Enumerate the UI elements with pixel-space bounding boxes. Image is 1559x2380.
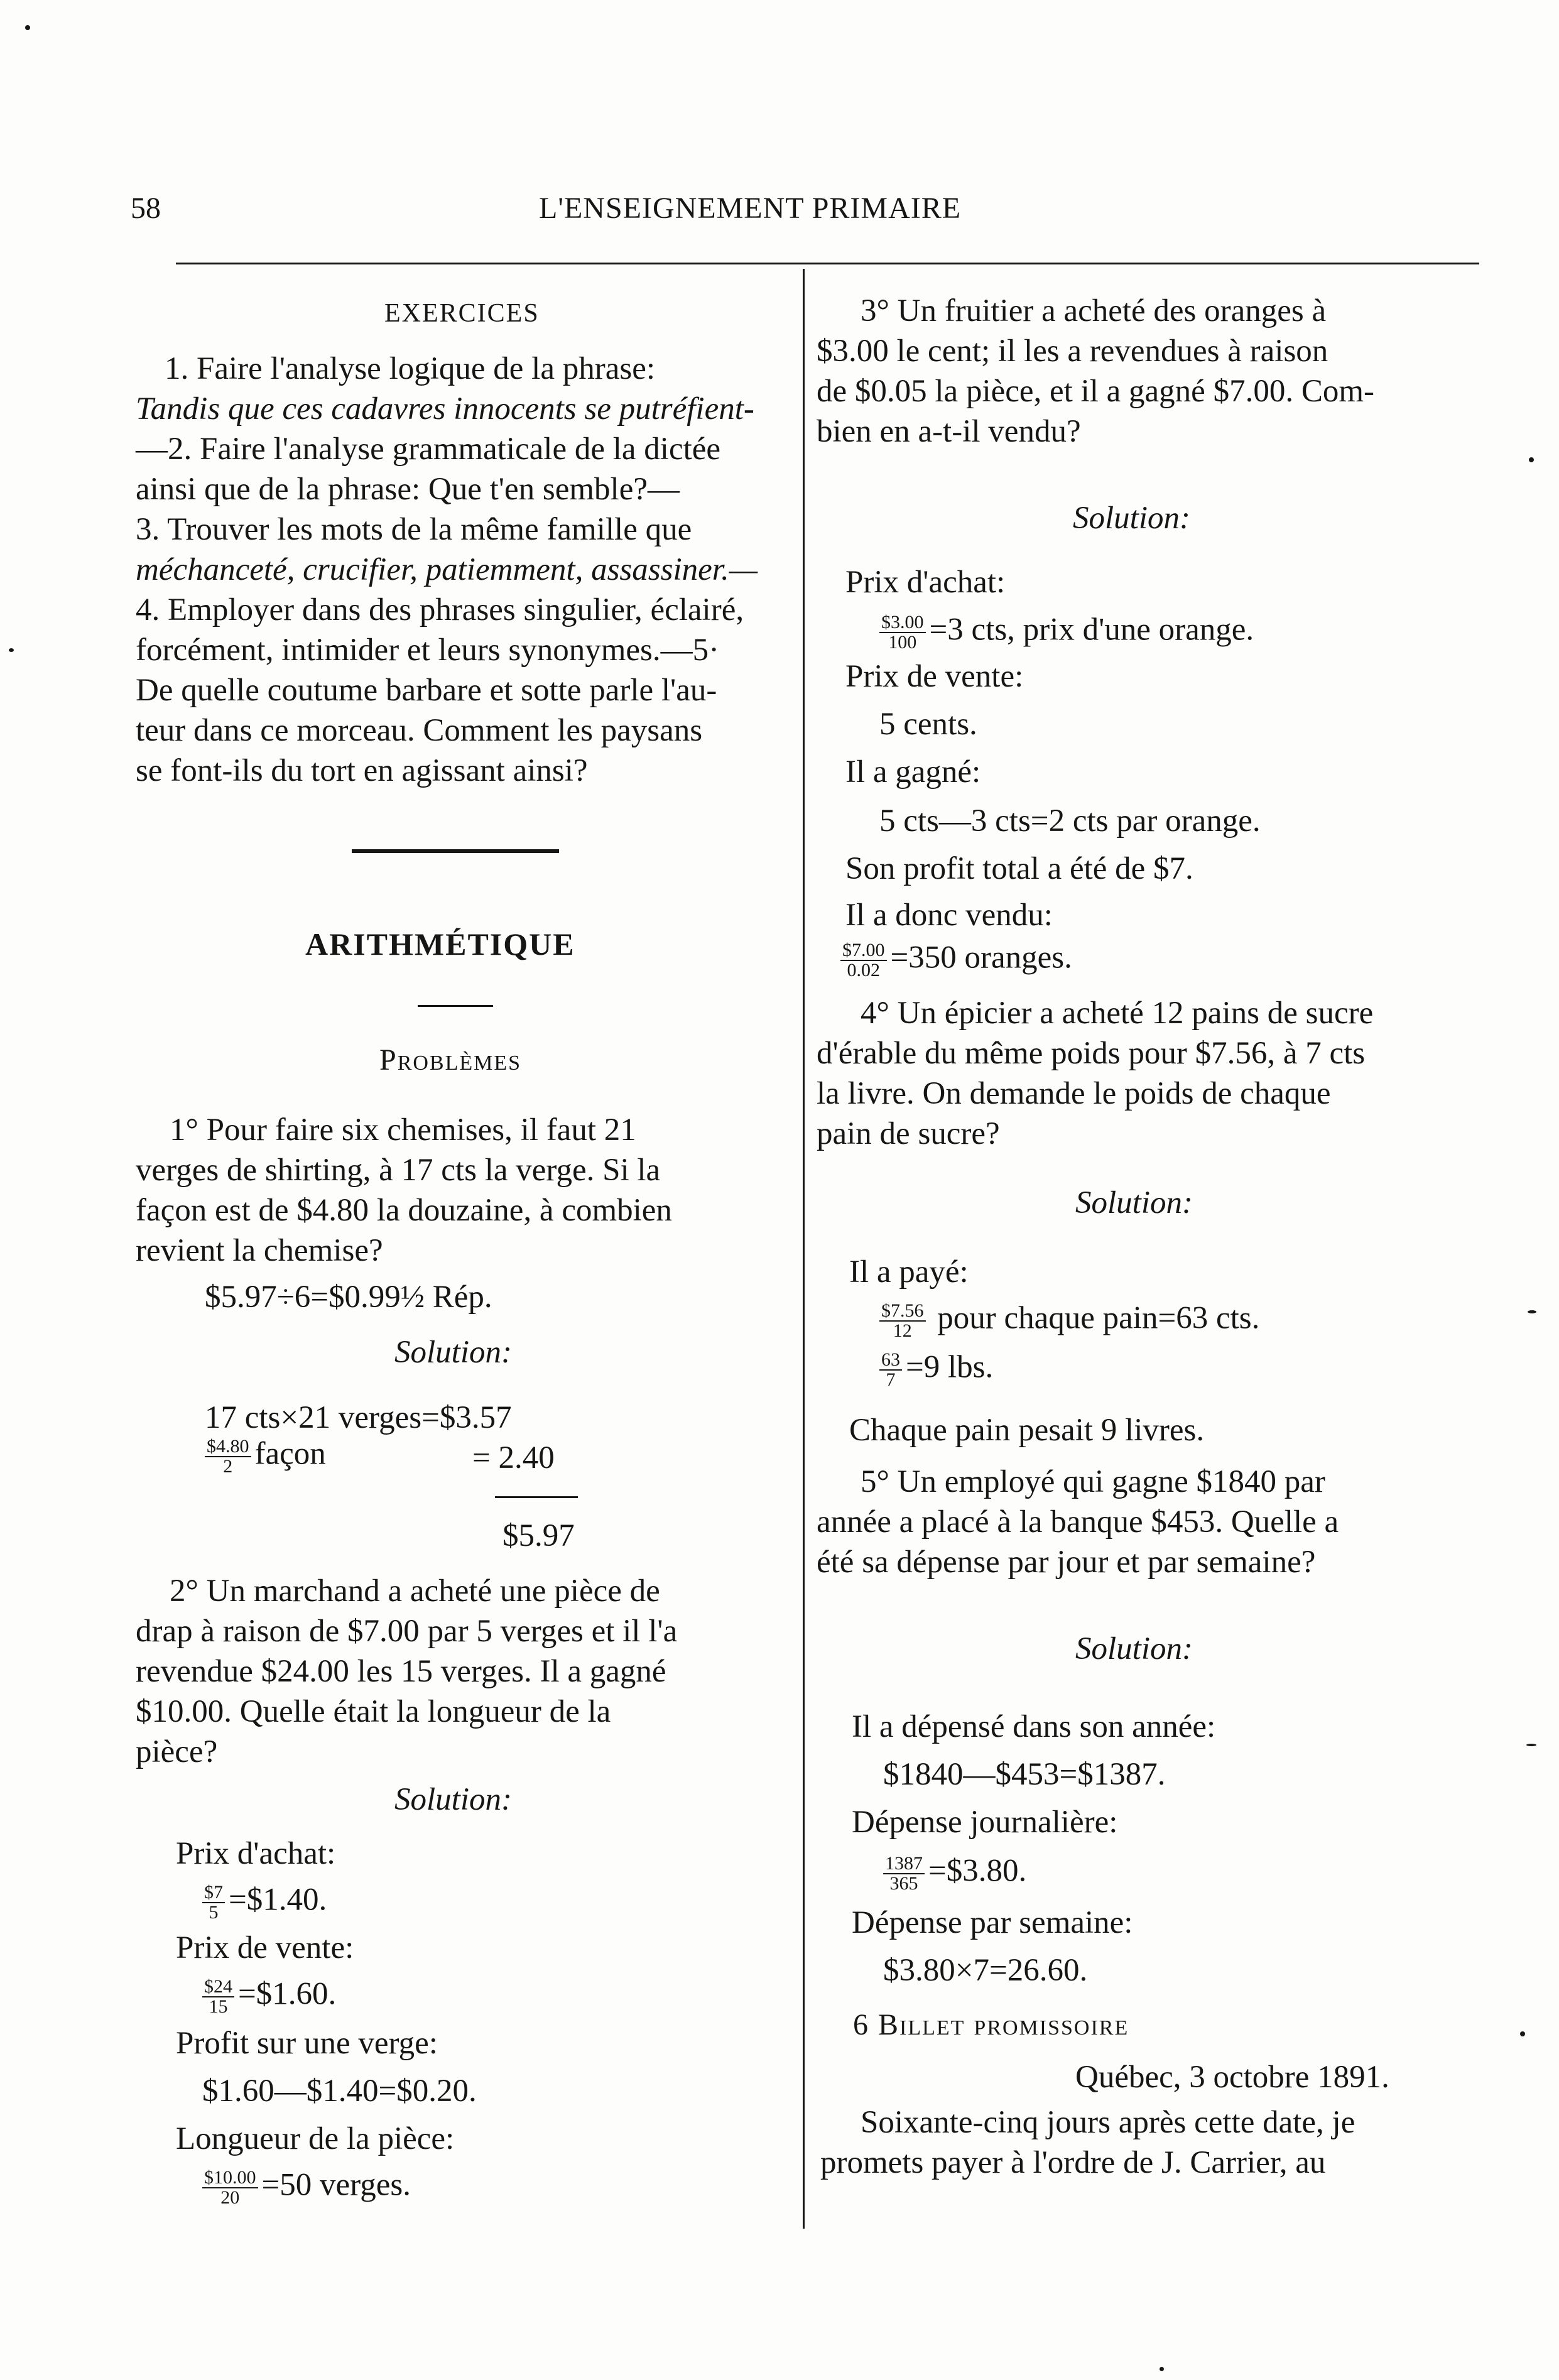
fraction: $\frac{63}{7}$ [879,1350,902,1389]
problem-2-line: $10.00. Quelle était la longueur de la [136,1694,611,1729]
problem-1-line: revient la chemise? [136,1233,383,1268]
sum-rule [495,1496,578,1498]
solution-label: Solution: [1073,501,1190,536]
solution-line: $\frac{\$7}{5}$ =$1.40. [202,1883,327,1922]
section-title: ARITHMÉTIQUE [305,926,575,962]
page-number: 58 [131,192,161,225]
solution-line: $\frac{\$10.00}{20}$ =50 verges. [202,2168,411,2207]
billet-line: Soixante-cinq jours après cette date, je [861,2105,1355,2140]
solution-label: Solution: [394,1782,512,1817]
section-rule [418,1005,493,1007]
solution-line: Prix de vente: [176,1930,354,1965]
solution-line: $\frac{\$3.00}{100}$ =3 cts, prix d'une orange. [879,613,1254,652]
exercise-line: Tandis que ces cadavres innocents se putréfient- [136,391,754,427]
solution-line: Il a payé: [849,1254,969,1290]
header-rule [176,263,1479,264]
problem-5-line: été sa dépense par jour et par semaine? [817,1545,1316,1580]
fraction: $\frac{\$3.00}{100}$ [879,613,926,652]
solution-line: Longueur de la pièce: [176,2121,455,2156]
problem-2-line: pièce? [136,1734,218,1769]
fraction: $\frac{\$7}{5}$ [202,1883,225,1922]
fraction: $\frac{\$7.00}{0.02}$ [840,941,887,980]
scan-speck [1529,457,1534,462]
solution-line: Profit sur une verge: [176,2026,438,2061]
problem-2-line: 2° Un marchand a acheté une pièce de [170,1573,660,1609]
problem-4-line: la livre. On demande le poids de chaque [817,1076,1331,1111]
problem-4-line: pain de sucre? [817,1116,1000,1151]
problem-1-line: verges de shirting, à 17 cts la verge. Si la [136,1153,661,1188]
exercise-line: teur dans ce morceau. Comment les paysans [136,713,703,748]
solution-line: Il a gagné: [845,754,981,790]
scan-speck [9,648,14,652]
exercise-line: 1. Faire l'analyse logique de la phrase: [165,351,656,386]
solution-line: $3.80×7=26.60. [883,1953,1088,1988]
problem-4-line: d'érable du même poids pour $7.56, à 7 cts [817,1036,1366,1071]
calc-line: 17 cts×21 verges=$3.57 [205,1400,512,1435]
solution-line: $1.60—$1.40=$0.20. [202,2073,477,2109]
running-title: L'ENSEIGNEMENT PRIMAIRE [539,192,962,225]
fraction: $\frac{\$24}{15}$ [202,1977,234,2016]
ornament-rule [352,849,559,853]
problemes-title: Problèmes [379,1043,522,1077]
solution-line: $\frac{\$7.56}{12}$ pour chaque pain=63 cts. [879,1301,1259,1340]
solution-line: Prix d'achat: [176,1836,336,1871]
calc-total: $5.97 [502,1518,575,1553]
solution-line: Chaque pain pesait 9 livres. [849,1413,1205,1448]
solution-line: $\frac{1387}{365}$ =$3.80. [883,1854,1026,1893]
problem-5-line: 5° Un employé qui gagne $1840 par [861,1464,1325,1499]
exercise-line: —2. Faire l'analyse grammaticale de la dictée [136,432,721,467]
exercices-title: EXERCICES [384,299,540,328]
scan-speck [1526,1744,1536,1746]
solution-line: Dépense par semaine: [852,1905,1133,1940]
scan-speck [1160,2367,1164,2371]
billet-date: Québec, 3 octobre 1891. [1075,2060,1389,2095]
solution-line: Il a dépensé dans son année: [852,1709,1216,1744]
fraction: $\frac{\$7.56}{12}$ [879,1301,926,1340]
solution-label: Solution: [394,1335,512,1370]
fraction: $\frac{\$4.80}{2}$ [205,1437,251,1476]
solution-line: $\frac{\$24}{15}$ =$1.60. [202,1977,336,2016]
problem-3-line: 3° Un fruitier a acheté des oranges à [861,293,1327,329]
calc-line: $\frac{\$4.80}{2}$ façon [205,1437,326,1476]
column-divider [803,269,805,2229]
solution-line: $\frac{\$7.00}{0.02}$ =350 oranges. [840,941,1072,980]
exercise-line: De quelle coutume barbare et sotte parle l'au- [136,673,717,708]
problem-2-line: revendue $24.00 les 15 verges. Il a gagné [136,1654,666,1689]
fraction: $\frac{1387}{365}$ [883,1854,925,1893]
solution-line: Il a donc vendu: [845,898,1053,933]
problem-4-line: 4° Un épicier a acheté 12 pains de sucre [861,996,1374,1031]
problem-1-line: 1° Pour faire six chemises, il faut 21 [170,1112,636,1148]
exercise-line: se font-ils du tort en agissant ainsi? [136,753,588,788]
solution-label: Solution: [1075,1185,1193,1220]
problem-1-line: façon est de $4.80 la douzaine, à combien [136,1193,672,1228]
solution-line: Prix d'achat: [845,565,1006,600]
problem-3-line: bien en a-t-il vendu? [817,414,1081,449]
solution-label: Solution: [1075,1631,1193,1666]
problem-3-line: de $0.05 la pièce, et il a gagné $7.00. Com- [817,374,1374,409]
problem-1-answer: $5.97÷6=$0.99½ Rép. [205,1280,492,1315]
scan-speck [25,25,30,30]
problem-2-line: drap à raison de $7.00 par 5 verges et il l'a [136,1614,678,1649]
exercise-line: ainsi que de la phrase: Que t'en semble?— [136,472,680,507]
problem-3-line: $3.00 le cent; il les a revendues à raison [817,334,1328,369]
solution-line: Son profit total a été de $7. [845,851,1193,886]
calc-value: = 2.40 [472,1440,555,1475]
fraction: $\frac{\$10.00}{20}$ [202,2168,258,2207]
scan-speck [1528,1310,1536,1313]
billet-line: promets payer à l'ordre de J. Carrier, au [820,2145,1326,2180]
exercise-line: 4. Employer dans des phrases singulier, éclairé, [136,592,744,628]
solution-line: Prix de vente: [845,659,1024,694]
scan-speck [1520,2031,1525,2036]
solution-line: 5 cts—3 cts=2 cts par orange. [879,803,1261,839]
billet-title: 6 Billet promissoire [853,2008,1129,2041]
exercise-line: forcément, intimider et leurs synonymes.—5· [136,633,720,668]
solution-line: Dépense journalière: [852,1805,1118,1840]
solution-line: $1840—$453=$1387. [883,1757,1166,1792]
solution-line: 5 cents. [879,707,977,742]
solution-line: $\frac{63}{7}$ =9 lbs. [879,1350,993,1389]
exercise-line: 3. Trouver les mots de la même famille que [136,512,692,547]
exercise-line: méchanceté, crucifier, patiemment, assassiner.— [136,552,758,587]
problem-5-line: année a placé à la banque $453. Quelle a [817,1504,1339,1540]
